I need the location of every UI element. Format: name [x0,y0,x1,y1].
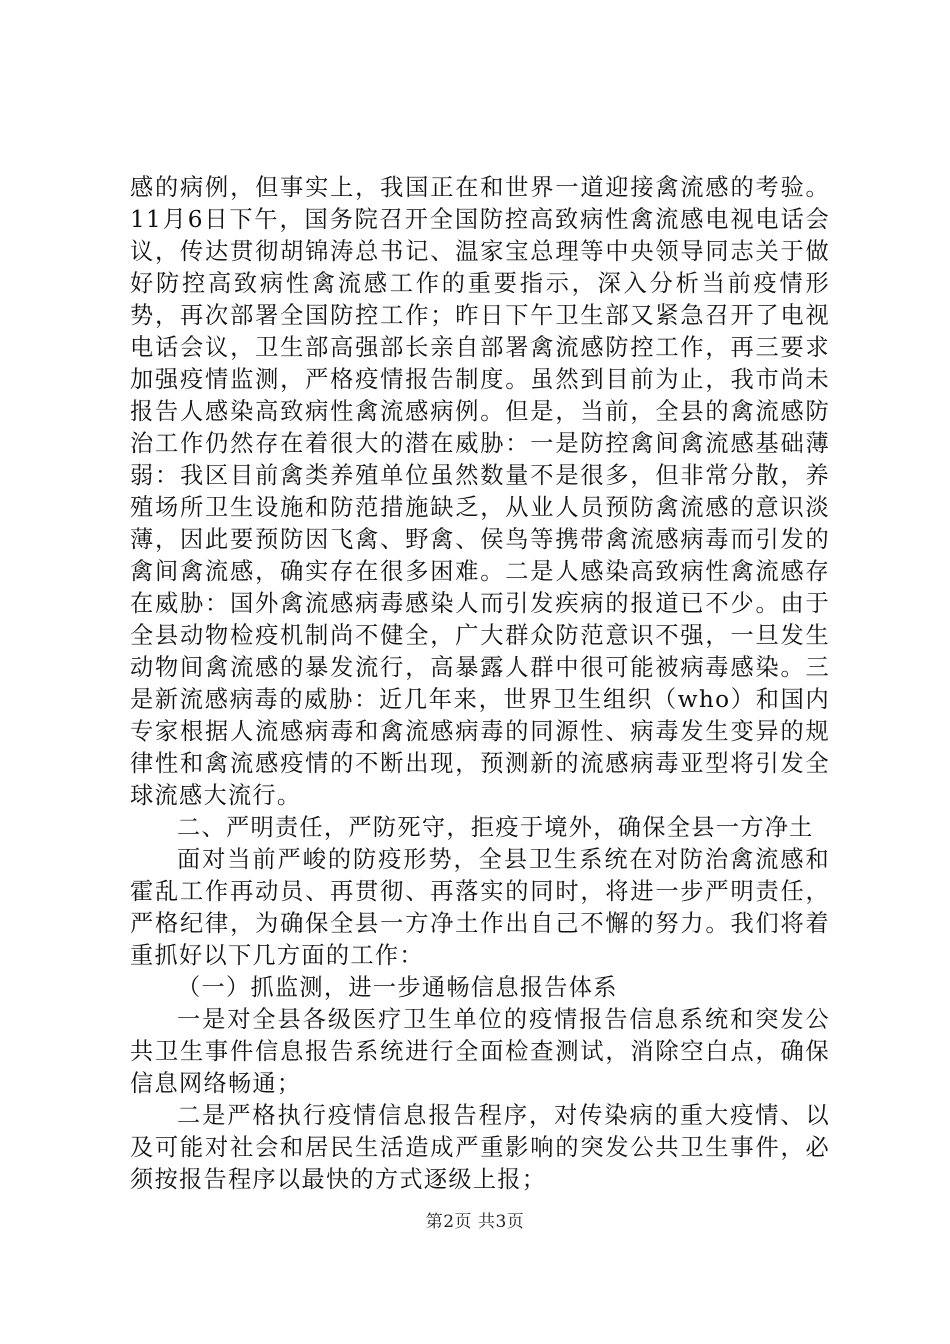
document-body [130,172,830,1196]
page-footer: 第2页 共3页 [425,1212,525,1232]
paragraph-item-1: 一是对全县各级医疗卫生单位的疫情报告信息系统和突发公共卫生事件信息报告系统进行全面检查测试，消除空白点，确保信息网络畅通； [130,1006,830,1097]
paragraph-item-2: 二是严格执行疫情信息报告程序，对传染病的重大疫情、以及可能对社会和居民生活造成严重影响的突发公共卫生事件，必须按报告程序以最快的方式逐级上报； [130,1102,830,1193]
subsection-heading-1: （一）抓监测，进一步通畅信息报告体系 [177,974,618,1001]
section-heading-2: 二、严明责任，严防死守，拒疫于境外，确保全县一方净土 [177,814,814,841]
paragraph-responsibility: 面对当前严峻的防疫形势，全县卫生系统在对防治禽流感和霍乱工作再动员、再贯彻、再落实的同时，将进一步严明责任，严格纪律，为确保全县一方净土作出自己不懈的努力。我们将着重抓好以下几方面的工作： [130,846,830,969]
paragraph-risk-analysis: 感的病例，但事实上，我国正在和世界一道迎接禽流感的考验。11月6日下午，国务院召开全国防控高致病性禽流感电视电话会议，传达贯彻胡锦涛总书记、温家宝总理等中央领导同志关于做好防控高致病性禽流感工作的重要指示，深入分析当前疫情形势，再次部署全国防控工作；昨日下午卫生部又紧急召开了电视电话会议，卫生部高强部长亲自部署禽流感防控工作，再三要求加强疫情监测，严格疫情报告制度。虽然到目前为止，我市尚未报告人感染高致病性禽流感病例。但是，当前，全县的禽流感防治工作仍然存在着很大的潜在威胁：一是防控禽间禽流感基础薄弱：我区目前禽类养殖单位虽然数量不是很多，但非常分散，养殖场所卫生设施和防范措施缺乏，从业人员预防禽流感的意识淡薄，因此要预防因飞禽、野禽、侯鸟等携带禽流感病毒而引发的禽间禽流感，确实存在很多困难。二是人感染高致病性禽流感存在威胁：国外禽流感病毒感染人而引发疾病的报道已不少。由于全县动物检疫机制尚不健全，广大群众防范意识不强，一旦发生动物间禽流感的暴发流行，高暴露人群中很可能被病毒感染。三是新流感病毒的威胁：近几年来，世界卫生组织（who）和国内专家根据人流感病毒和禽流感病毒的同源性、病毒发生变异的规律性和禽流感疫情的不断出现，预测新的流感病毒亚型将引发全球流感大流行。 [130,174,830,809]
